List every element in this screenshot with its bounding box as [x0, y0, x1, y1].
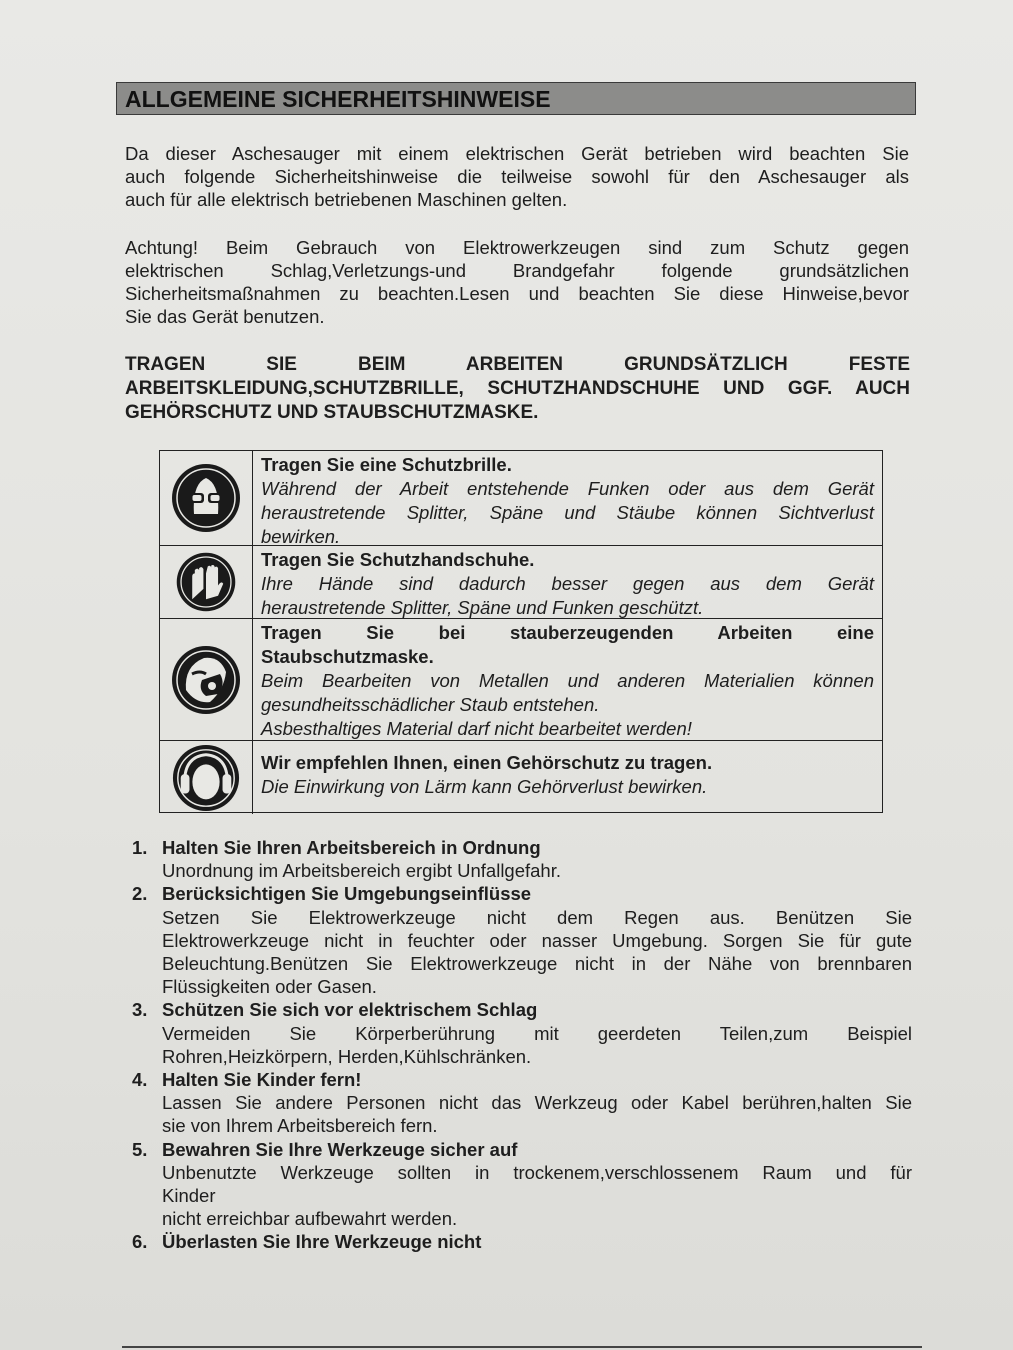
page-bottom-rule — [122, 1346, 922, 1348]
ppe-icon-cell — [160, 546, 253, 618]
rule-text-line: Flüssigkeiten oder Gasen. — [162, 976, 377, 998]
ppe-icon-cell — [160, 451, 253, 545]
rule-number: 4. — [132, 1069, 148, 1091]
rule-number: 6. — [132, 1231, 148, 1253]
rule-text-line: sie von Ihrem Arbeitsbereich fern. — [162, 1115, 438, 1137]
text-line: ARBEITSKLEIDUNG,SCHUTZBRILLE, SCHUTZHANDSCHUHE UND GGF. AUCH — [125, 378, 910, 399]
warning-paragraph — [125, 236, 909, 328]
rule-text-line: Unbenutzte Werkzeuge sollten in trockenem,verschlossenem Raum und für — [162, 1161, 912, 1183]
rule-number: 1. — [132, 837, 148, 858]
ear-protection-icon — [171, 743, 241, 813]
ppe-description-line: heraustretende Splitter, Späne und Funken geschützt. — [261, 597, 704, 618]
list-item — [132, 836, 912, 882]
text-line: elektrischen Schlag,Verletzungs-und Brandgefahr folgende grundsätzlichen — [125, 260, 909, 281]
safety-rules-list — [132, 836, 912, 1254]
text-line: TRAGEN SIE BEIM ARBEITEN GRUNDSÄTZLICH FESTE — [125, 354, 910, 375]
rule-text-line: Elektrowerkzeuge nicht in feuchter oder nasser Umgebung. Sorgen Sie für gute — [162, 929, 912, 951]
section-heading: ALLGEMEINE SICHERHEITSHINWEISE — [116, 82, 916, 115]
text-line: GEHÖRSCHUTZ UND STAUBSCHUTZMASKE. — [125, 402, 539, 423]
list-item — [132, 1230, 912, 1253]
ppe-table — [159, 450, 883, 813]
rule-title: Halten Sie Ihren Arbeitsbereich in Ordnung — [162, 837, 541, 858]
rule-title: Schützen Sie sich vor elektrischem Schlag — [162, 999, 538, 1021]
text-line: Sie das Gerät benutzen. — [125, 306, 325, 327]
ppe-text — [261, 621, 874, 741]
text-line: auch für alle elektrisch betriebenen Maschinen gelten. — [125, 189, 568, 210]
ppe-description-line: bewirken. — [261, 526, 341, 547]
list-item — [132, 1068, 912, 1138]
ppe-title: Wir empfehlen Ihnen, einen Gehörschutz zu tragen. — [261, 752, 713, 773]
ppe-title: Staubschutzmaske. — [261, 646, 434, 667]
ppe-icon-cell — [160, 619, 253, 740]
ppe-title: Tragen Sie bei stauberzeugenden Arbeiten eine — [261, 622, 874, 643]
ppe-row-ear-protection — [160, 741, 882, 814]
rule-text-line: Rohren,Heizkörpern, Herden,Kühlschränken. — [162, 1045, 532, 1067]
ppe-title: Tragen Sie eine Schutzbrille. — [261, 454, 512, 475]
gloves-icon — [175, 551, 237, 613]
list-item — [132, 998, 912, 1068]
rule-title: Halten Sie Kinder fern! — [162, 1069, 362, 1091]
text-line: Sicherheitsmaßnahmen zu beachten.Lesen und beachten Sie diese Hinweise,bevor — [125, 283, 909, 304]
rule-text-line: Beleuchtung.Benützen Sie Elektrowerkzeuge nicht in der Nähe von brennbaren — [162, 953, 912, 975]
rule-number: 2. — [132, 883, 148, 905]
dust-mask-icon — [170, 644, 242, 716]
ppe-text — [261, 548, 874, 620]
ppe-icon-cell — [160, 741, 253, 814]
text-line: Achtung! Beim Gebrauch von Elektrowerkzeugen sind zum Schutz gegen — [125, 237, 909, 258]
safety-goggles-icon — [170, 462, 242, 534]
ppe-description-line: Ihre Hände sind dadurch besser gegen aus dem Gerät — [261, 573, 874, 594]
ppe-description-line: Die Einwirkung von Lärm kann Gehörverlust bewirken. — [261, 776, 708, 797]
ppe-row-gloves — [160, 546, 882, 619]
rule-text-line: Lassen Sie andere Personen nicht das Werkzeug oder Kabel berühren,halten Sie — [162, 1092, 912, 1114]
ppe-row-goggles — [160, 451, 882, 546]
ppe-title: Tragen Sie Schutzhandschuhe. — [261, 549, 535, 570]
list-item — [132, 882, 912, 998]
rule-number: 3. — [132, 999, 148, 1021]
rule-title: Überlasten Sie Ihre Werkzeuge nicht — [162, 1231, 482, 1253]
ppe-text — [261, 751, 874, 799]
text-line: Da dieser Aschesauger mit einem elektrischen Gerät betrieben wird beachten Sie — [125, 143, 909, 164]
rule-title: Bewahren Sie Ihre Werkzeuge sicher auf — [162, 1138, 518, 1160]
ppe-description-line: Während der Arbeit entstehende Funken oder aus dem Gerät — [261, 478, 874, 499]
ppe-row-dust-mask — [160, 619, 882, 741]
ppe-description-line: gesundheitsschädlicher Staub entstehen. — [261, 694, 600, 715]
ppe-description-line: Asbesthaltiges Material darf nicht bearbeitet werden! — [261, 718, 692, 739]
intro-paragraph — [125, 142, 909, 211]
rule-text-line: Setzen Sie Elektrowerkzeuge nicht dem Regen aus. Benützen Sie — [162, 906, 912, 928]
text-line: auch folgende Sicherheitshinweise die teilweise sowohl für den Aschesauger als — [125, 166, 909, 187]
rule-text-line: Unordnung im Arbeitsbereich ergibt Unfallgefahr. — [162, 860, 562, 882]
rule-number: 5. — [132, 1138, 148, 1160]
ppe-description-line: Beim Bearbeiten von Metallen und anderen Materialien können — [261, 670, 874, 691]
ppe-description-line: heraustretende Splitter, Späne und Stäube können Sichtverlust — [261, 502, 874, 523]
rule-title: Berücksichtigen Sie Umgebungseinflüsse — [162, 883, 532, 905]
rule-text-line: nicht erreichbar aufbewahrt werden. — [162, 1208, 458, 1230]
rule-text-line: Vermeiden Sie Körperberührung mit geerdeten Teilen,zum Beispiel — [162, 1022, 912, 1044]
protective-clothing-notice — [125, 353, 910, 425]
list-item — [132, 1138, 912, 1231]
rule-text-line: Kinder — [162, 1185, 216, 1207]
ppe-text — [261, 453, 874, 549]
